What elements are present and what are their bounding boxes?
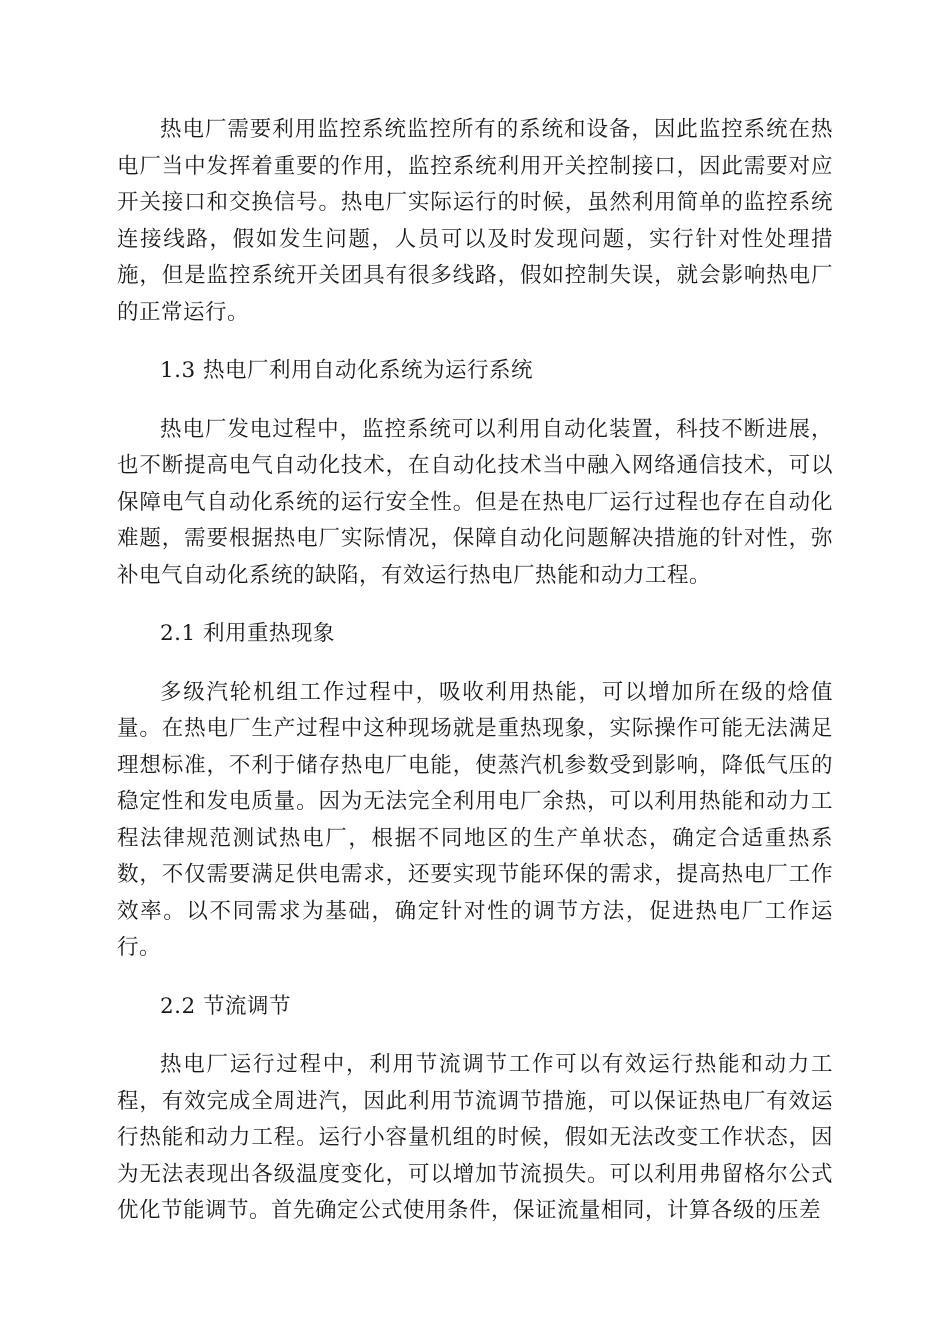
paragraph-monitoring-system: 热电厂需要利用监控系统监控所有的系统和设备，因此监控系统在热电厂当中发挥着重要的作用，监控系统利用开关控制接口，因此需要对应开关接口和交换信号。热电厂实际运行的时候，虽然利用简单的监控系统连接线路，假如发生问题，人员可以及时发现问题，实行针对性处理措施，但是监控系统开关团具有很多线路，假如控制失误，就会影响热电厂的正常运行。 bbox=[117, 117, 833, 325]
paragraph-automation-system: 热电厂发电过程中，监控系统可以利用自动化装置，科技不断进展，也不断提高电气自动化技术，在自动化技术当中融入网络通信技术，可以保障电气自动化系统的运行安全性。但是在热电厂运行过程也存在自动化难题，需要根据热电厂实际情况，保障自动化问题解决措施的针对性，弥补电气自动化系统的缺陷，有效运行热电厂热能和动力工程。 bbox=[117, 416, 833, 588]
section-heading-2-2: 2.2 节流调节 bbox=[160, 993, 292, 1019]
document-page bbox=[117, 112, 833, 1252]
paragraph-throttle-regulation: 热电厂运行过程中，利用节流调节工作可以有效运行热能和动力工程，有效完成全周进汽，因此利用节流调节措施，可以保证热电厂有效运行热能和动力工程。运行小容量机组的时候，假如无法改变工作状态，因为无法表现出各级温度变化，可以增加节流损失。可以利用弗留格尔公式优化节能调节。首先确定公式使用条件，保证流量相同，计算各级的压差 bbox=[117, 1052, 833, 1223]
section-heading-1-3: 1.3 热电厂利用自动化系统为运行系统 bbox=[160, 358, 534, 383]
section-heading-2-1: 2.1 利用重热现象 bbox=[160, 621, 336, 646]
paragraph-reheat-phenomenon: 多级汽轮机组工作过程中，吸收利用热能，可以增加所在级的焓值量。在热电厂生产过程中这种现场就是重热现象，实际操作可能无法满足理想标准，不利于储存热电厂电能，使蒸汽机参数受到影响，降低气压的稳定性和发电质量。因为无法完全利用电厂余热，可以利用热能和动力工程法律规范测试热电厂，根据不同地区的生产单状态，确定合适重热系数，不仅需要满足供电需求，还要实现节能环保的需求，提高热电厂工作效率。以不同需求为基础，确定针对性的调节方法，促进热电厂工作运行。 bbox=[117, 679, 833, 960]
